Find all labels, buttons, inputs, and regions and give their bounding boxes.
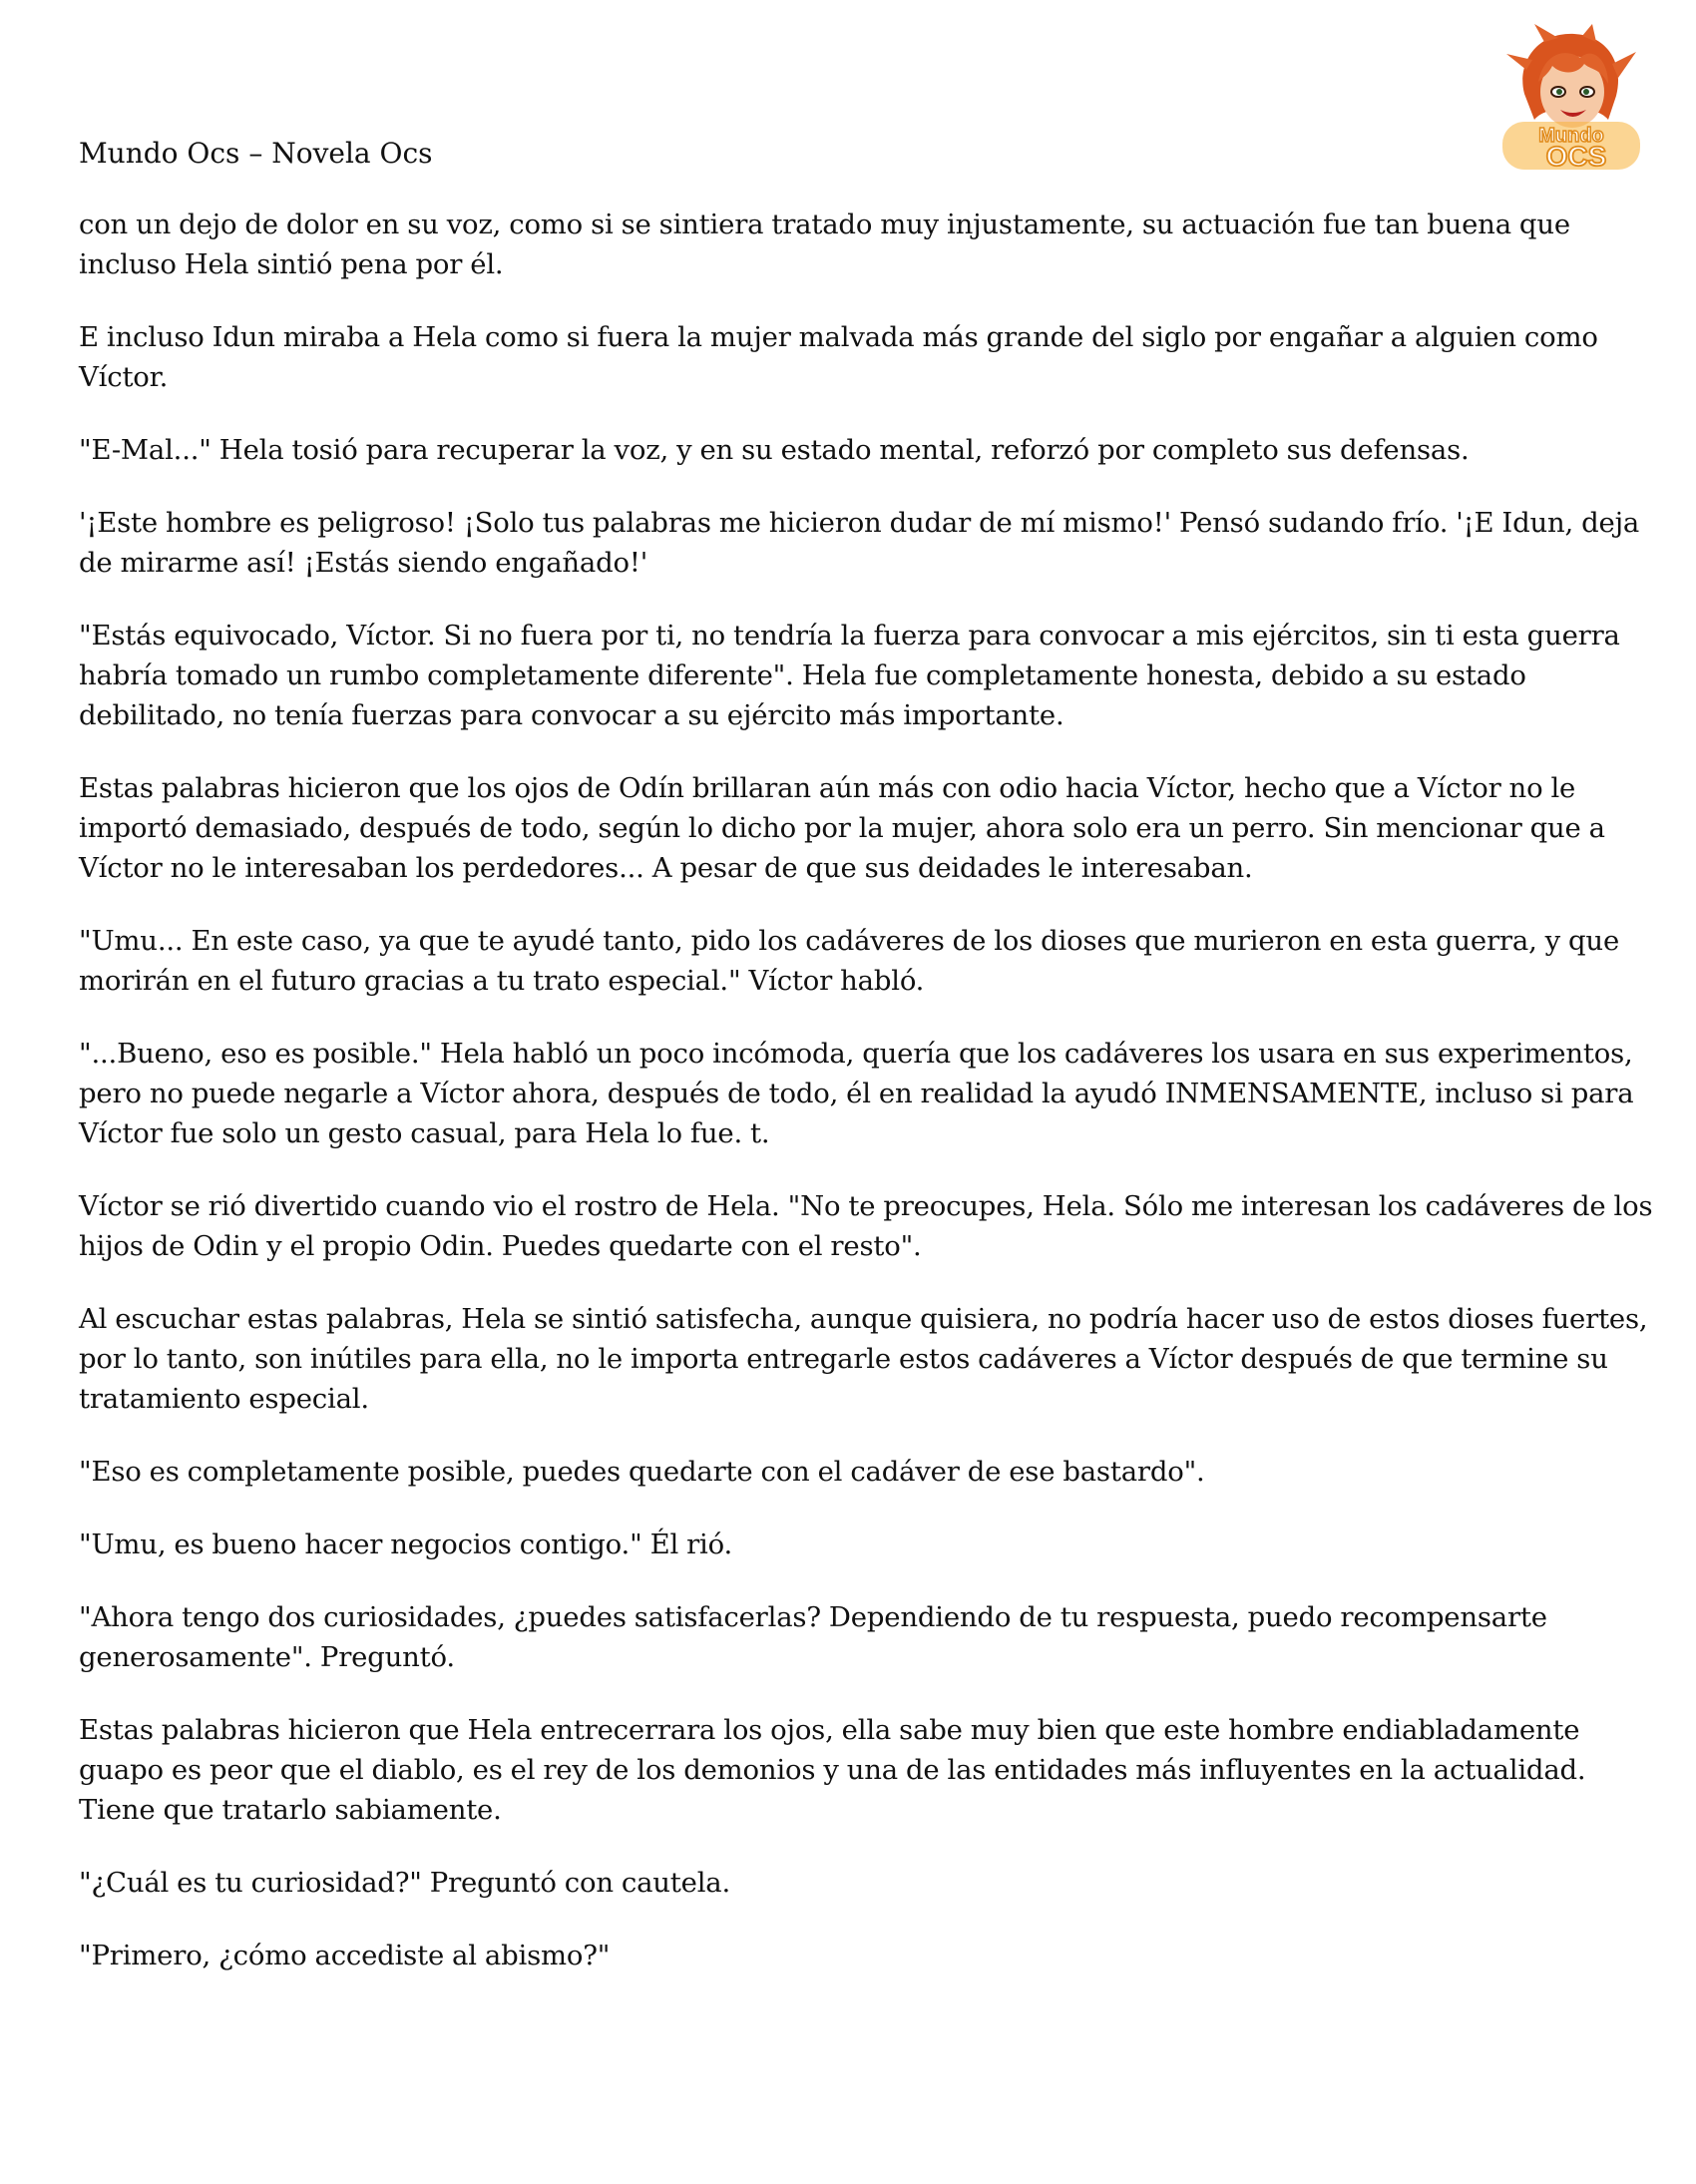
paragraph: "Primero, ¿cómo accediste al abismo?" [79,1940,611,1971]
mundo-ocs-logo [1496,24,1646,174]
logo-text-line2: OCS [1545,141,1607,172]
paragraph: Estas palabras hicieron que los ojos de Odín brillaran aún más con odio hacia Víctor, hecho que a Víctor no le importó demasiado, después de todo, según lo dicho por la mujer, ahora solo era un perro. Sin mencionar que a Víctor no le interesaban los perdedores... A pesar de que sus deidades le interesaban. [79,772,1605,884]
paragraph: Víctor se rió divertido cuando vio el rostro de Hela. "No te preocupes, Hela. Sólo me interesan los cadáveres de los hijos de Odin y el propio Odin. Puedes quedarte con el resto". [79,1190,1653,1262]
paragraph: "Eso es completamente posible, puedes quedarte con el cadáver de ese bastardo". [79,1456,1205,1488]
anime-girl-mascot-icon [1496,24,1646,174]
paragraph: E incluso Idun miraba a Hela como si fuera la mujer malvada más grande del siglo por engañar a alguien como Víctor. [79,321,1598,393]
logo-text-line1: Mundo [1538,125,1604,147]
paragraph: "Umu... En este caso, ya que te ayudé tanto, pido los cadáveres de los dioses que murieron en esta guerra, y que morirán en el futuro gracias a tu trato especial." Víctor habló. [79,925,1620,997]
document-body [79,205,1655,2008]
paragraph: Estas palabras hicieron que Hela entrecerrara los ojos, ella sabe muy bien que este hombre endiabladamente guapo es peor que el diablo, es el rey de los demonios y una de las entidades más influyentes en la actualidad. Tiene que tratarlo sabiamente. [79,1714,1586,1826]
paragraph: "Umu, es bueno hacer negocios contigo." Él rió. [79,1529,733,1560]
paragraph: '¡Este hombre es peligroso! ¡Solo tus palabras me hicieron dudar de mí mismo!' Pensó sudando frío. '¡E Idun, deja de mirarme así! ¡Estás siendo engañado!' [79,507,1640,579]
paragraph: "...Bueno, eso es posible." Hela habló un poco incómoda, quería que los cadáveres los usara en sus experimentos, pero no puede negarle a Víctor ahora, después de todo, él en realidad la ayudó INMENSAMENTE, incluso si para Víctor fue solo un gesto casual, para Hela lo fue. t. [79,1038,1634,1149]
paragraph: "Ahora tengo dos curiosidades, ¿puedes satisfacerlas? Dependiendo de tu respuesta, puedo recompensarte generosamente". Preguntó. [79,1601,1547,1673]
paragraph: "Estás equivocado, Víctor. Si no fuera por ti, no tendría la fuerza para convocar a mis ejércitos, sin ti esta guerra habría tomado un rumbo completamente diferente". Hela fue completamente honesta, debido a su estado debilitado, no tenía fuerzas para convocar a su ejército más importante. [79,620,1620,731]
page-header-title: Mundo Ocs – Novela Ocs [79,137,433,170]
paragraph: "¿Cuál es tu curiosidad?" Preguntó con cautela. [79,1867,731,1899]
paragraph: con un dejo de dolor en su voz, como si se sintiera tratado muy injustamente, su actuación fue tan buena que incluso Hela sintió pena por él. [79,209,1570,280]
paragraph: "E-Mal..." Hela tosió para recuperar la voz, y en su estado mental, reforzó por completo sus defensas. [79,434,1470,466]
paragraph: Al escuchar estas palabras, Hela se sintió satisfecha, aunque quisiera, no podría hacer uso de estos dioses fuertes, por lo tanto, son inútiles para ella, no le importa entregarle estos cadáveres a Víctor después de que termine su tratamiento especial. [79,1303,1648,1415]
